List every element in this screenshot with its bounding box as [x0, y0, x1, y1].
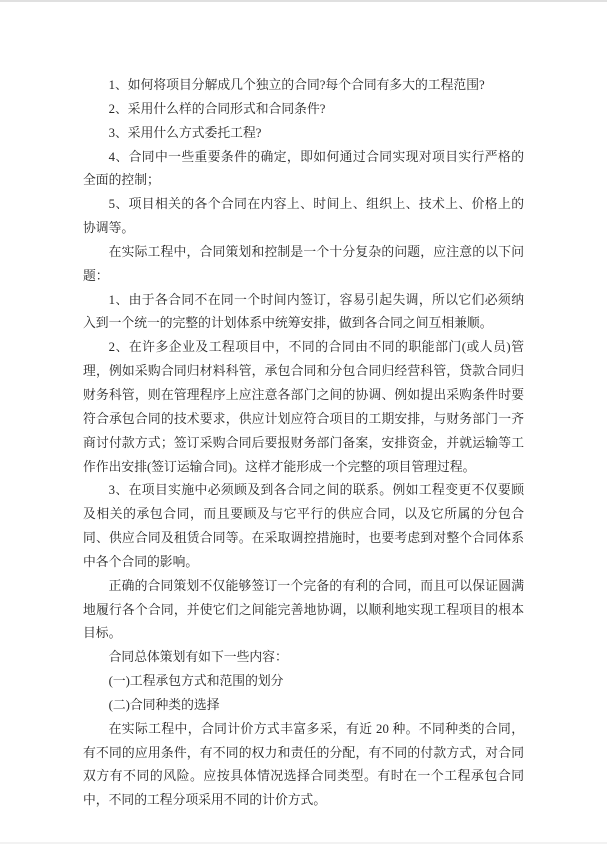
paragraph: 在实际工程中，合同策划和控制是一个十分复杂的问题，应注意的以下问题：: [83, 244, 524, 283]
paragraph: (一)工程承包方式和范围的划分: [108, 674, 284, 689]
paragraph: 1、如何将项目分解成几个独立的合同?每个合同有多大的工程范围?: [108, 78, 485, 92]
page-top-edge: [0, 0, 607, 2]
paragraph: 1、由于各合同不在同一个时间内签订，容易引起失调，所以它们必须纳入到一个统一的完整的计划体系中统筹安排，做到各合同之间互相兼顺。: [83, 292, 524, 331]
paragraph: 4、合同中一些重要条件的确定，即如何通过合同实现对项目实行严格的全面的控制；: [83, 149, 524, 188]
paragraph: 3、采用什么方式委托工程?: [108, 125, 262, 140]
paragraph: 合同总体策划有如下一些内容：: [108, 650, 288, 665]
paragraph: (二)合同种类的选择: [108, 697, 220, 712]
paragraph: 2、在许多企业及工程项目中，不同的合同由不同的职能部门(或人员)管理，例如采购合同归材料科管，承包合同和分包合同归经营科管，贷款合同归财务科管，则在管理程序上应注意各部门之间的协调、例如提出采购条件时要符合承包合同的技术要求，供应计划应符合项目的工期安排，与财务部门一齐商讨付款方式；签订采购合同后要报财务部门备案，安排资金，并就运输等工作作出安排(签订运输合同)。这样才能形成一个完整的项目管理过程。: [83, 340, 524, 474]
paragraph: 在实际工程中，合同计价方式丰富多采，有近 20 种。不同种类的合同，有不同的应用条件，有不同的权力和责任的分配，有不同的付款方式，对合同双方有不同的风险。应按具体情况选择合同类型。有时在一个工程承包合同中，不同的工程分项采用不同的计价方式。: [83, 721, 524, 808]
paragraph: 正确的合同策划不仅能够签订一个完备的有利的合同，而且可以保证圆满地履行各个合同，并使它们之间能完善地协调，以顺利地实现工程项目的根本目标。: [83, 578, 524, 641]
document-text-block: [83, 74, 524, 813]
paragraph: 3、在项目实施中必须顾及到各合同之间的联系。例如工程变更不仅要顾及相关的承包合同，而且要顾及与它平行的供应合同，以及它所属的分包合同、供应合同及租赁合同等。在采取调控措施时，也要考虑到对整个合同体系中各个合同的影响。: [83, 483, 524, 569]
paragraph: 2、采用什么样的合同形式和合同条件?: [108, 101, 326, 116]
paragraph: 5、项目相关的各个合同在内容上、时间上、组织上、技术上、价格上的协调等。: [83, 197, 524, 236]
